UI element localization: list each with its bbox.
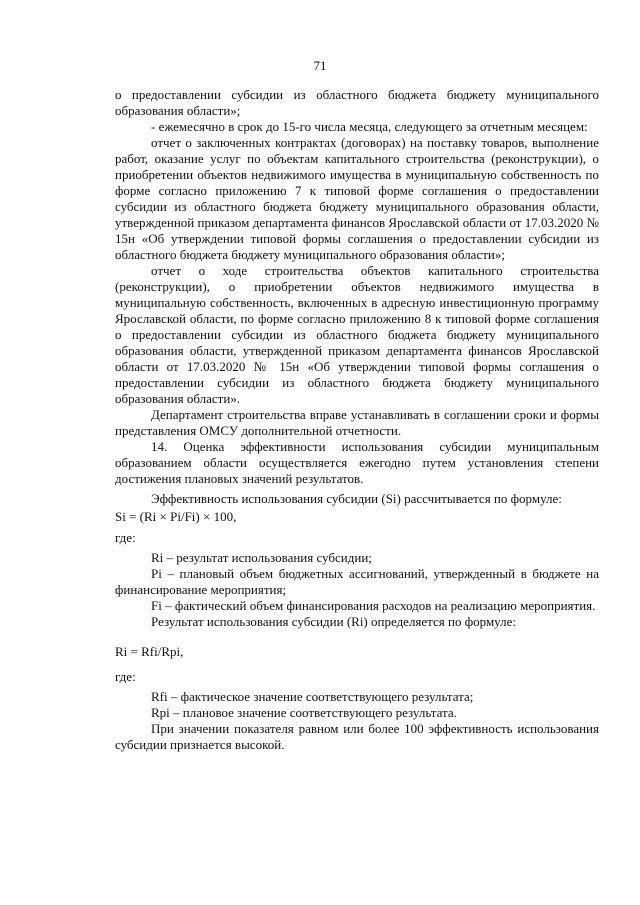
formula-result: Ri = Rfi/Rpi, xyxy=(115,644,184,659)
definition-ri: Ri – результат использования субсидии; xyxy=(151,550,372,565)
paragraph-construction-progress-report: отчет о ходе строительства объектов капитального строительства (реконструкции), о приобретении объектов недвижимого имущества в муниципальную собственность, включенных в адресную инвестиционную программу Ярославской области, по форме согласно приложению 8 к типовой форме соглашения о предоставлении субсидии из областного бюджета бюджету муниципального образования области, утвержденной приказом департамента финансов Ярославской области от 17.03.2020 № 15н «Об утверждении типовой формы соглашения о предоставлении субсидии из областного бюджета бюджету муниципального образования области». xyxy=(115,263,599,406)
definition-pi: Pi – плановый объем бюджетных ассигнований, утвержденный в бюджете на финансирование мероприятия; xyxy=(115,566,599,597)
paragraph-efficiency-conclusion: При значении показателя равном или более 100 эффективность использования субсидии признается высокой. xyxy=(115,721,599,752)
paragraph-result-intro: Результат использования субсидии (Ri) определяется по формуле: xyxy=(151,614,516,629)
definition-rfi: Rfi – фактическое значение соответствующего результата; xyxy=(151,689,474,704)
paragraph-contracts-report: отчет о заключенных контрактах (договорах) на поставку товаров, выполнение работ, оказание услуг по объектам капитального строительства (реконструкции), о приобретении объектов недвижимого имущества в муниципальную собственность по форме согласно приложению 7 к типовой форме соглашения о предоставлении субсидии из областного бюджета бюджету муниципального образования области, утвержденной приказом департамента финансов Ярославской области от 17.03.2020 № 15н «Об утверждении типовой формы соглашения о предоставлении субсидии из областного бюджета бюджету муниципального образования области»; xyxy=(115,135,599,262)
where-label-2: где: xyxy=(115,669,136,684)
definition-fi: Fi – фактический объем финансирования расходов на реализацию мероприятия. xyxy=(151,598,596,613)
formula-efficiency: Si = (Ri × Pi/Fi) × 100, xyxy=(115,509,237,524)
paragraph-section-14: 14. Оценка эффективности использования субсидии муниципальным образованием области осуществляется ежегодно путем установления степени достижения плановых значений результатов. xyxy=(115,439,599,486)
paragraph-subsidy-agreement-end: о предоставлении субсидии из областного бюджета бюджету муниципального образования области»; xyxy=(115,87,599,118)
where-label: где: xyxy=(115,530,136,545)
paragraph-efficiency-intro: Эффективность использования субсидии (Si) рассчитывается по формуле: xyxy=(151,491,562,506)
document-body xyxy=(115,87,599,753)
paragraph-additional-reporting: Департамент строительства вправе устанавливать в соглашении сроки и формы представления ОМСУ дополнительной отчетности. xyxy=(115,407,599,438)
definition-rpi: Rpi – плановое значение соответствующего результата. xyxy=(151,705,457,720)
page-number: 71 xyxy=(313,58,327,73)
paragraph-monthly-deadline: - ежемесячно в срок до 15-го числа месяца, следующего за отчетным месяцем: xyxy=(151,119,588,134)
